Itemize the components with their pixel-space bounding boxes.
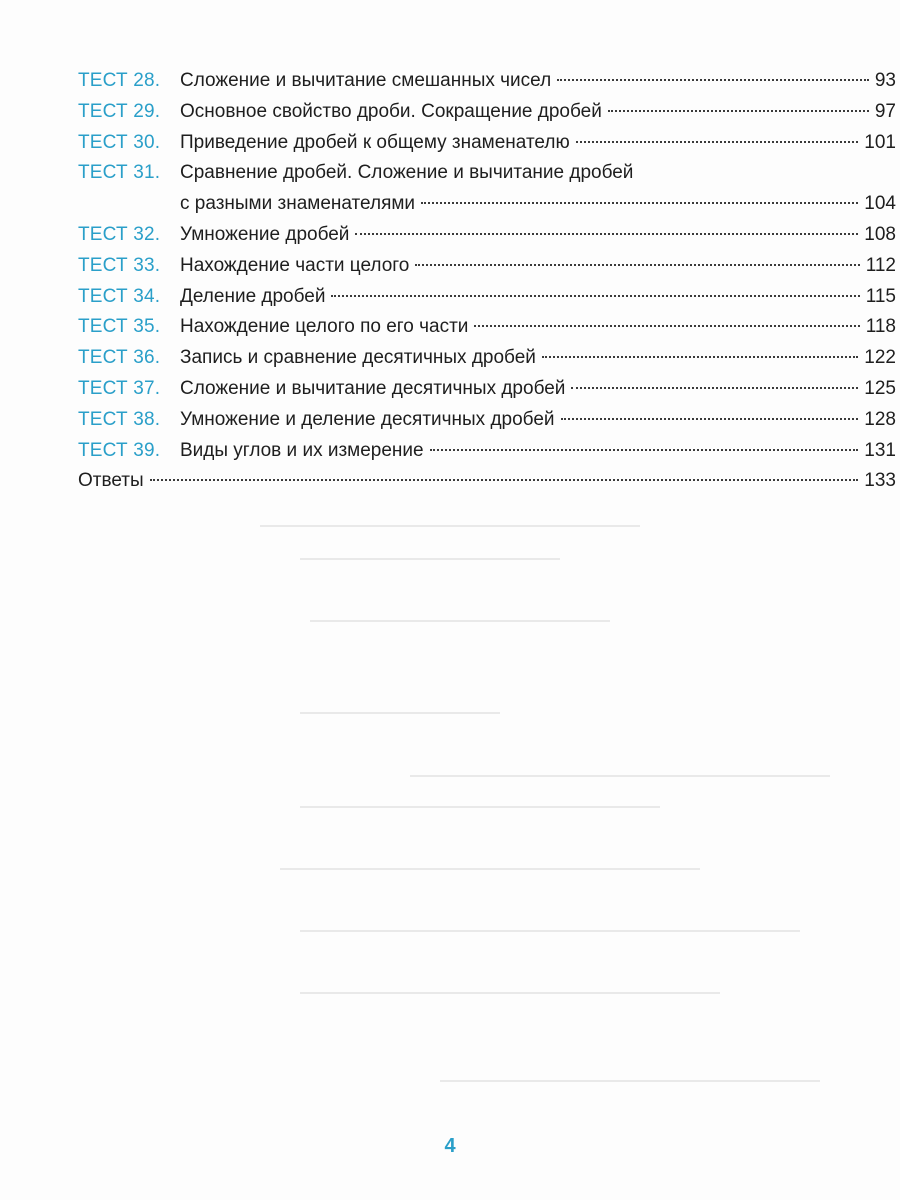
dot-leader	[557, 79, 869, 81]
dot-leader	[415, 264, 859, 266]
toc-entry-test-36[interactable]	[78, 343, 896, 374]
dot-leader	[421, 202, 858, 204]
test-label: ТЕСТ 39.	[78, 439, 161, 461]
test-label: ТЕСТ 30.	[78, 131, 161, 153]
entry-title: Приведение дробей к общему знаменателю	[180, 131, 570, 153]
entry-title: Нахождение части целого	[180, 254, 410, 276]
entry-page-number: 125	[864, 377, 896, 399]
test-label: ТЕСТ 38.	[78, 408, 161, 430]
entry-title: Сложение и вычитание смешанных чисел	[180, 70, 552, 91]
test-label: ТЕСТ 37.	[78, 377, 161, 399]
entry-page-number: 93	[874, 70, 896, 91]
toc-entry-test-30[interactable]	[78, 128, 896, 159]
dot-leader	[561, 418, 859, 420]
toc-entry-test-33[interactable]	[78, 251, 896, 282]
toc-entry-test-35[interactable]	[78, 312, 896, 343]
entry-title: Основное свойство дроби. Сокращение дробей	[180, 100, 602, 122]
dot-leader	[542, 356, 858, 358]
toc-entry-test-28[interactable]	[78, 66, 896, 97]
entry-page-number: 101	[864, 131, 896, 153]
toc-entry-test-34[interactable]	[78, 282, 896, 313]
dot-leader	[608, 110, 869, 112]
answers-title: Ответы	[78, 470, 144, 492]
test-label: ТЕСТ 34.	[78, 285, 161, 307]
entry-title: Сравнение дробей. Сложение и вычитание дробей	[180, 162, 634, 184]
toc-entry-test-31[interactable]	[78, 158, 896, 220]
test-label: ТЕСТ 32.	[78, 223, 161, 245]
toc-entry-answers[interactable]	[78, 466, 896, 497]
test-label: ТЕСТ 29.	[78, 100, 161, 122]
page-number: 4	[444, 1135, 456, 1157]
entry-title: Умножение и деление десятичных дробей	[180, 408, 555, 430]
entry-page-number: 115	[865, 285, 896, 307]
toc-entry-test-39[interactable]	[78, 436, 896, 467]
dot-leader	[474, 325, 859, 327]
toc-entry-test-32[interactable]	[78, 220, 896, 251]
entry-page-number: 108	[864, 223, 896, 245]
entry-title: Виды углов и их измерение	[180, 439, 424, 461]
entry-page-number: 128	[864, 408, 896, 430]
test-label: ТЕСТ 33.	[78, 254, 161, 276]
entry-page-number: 112	[865, 254, 896, 276]
entry-title: Умножение дробей	[180, 223, 350, 245]
test-label: ТЕСТ 35.	[78, 316, 161, 338]
test-label: ТЕСТ 28.	[78, 70, 161, 91]
toc-entry-test-37[interactable]	[78, 374, 896, 405]
entry-page-number: 133	[864, 470, 896, 492]
entry-page-number: 104	[864, 193, 896, 215]
toc-entry-test-38[interactable]	[78, 405, 896, 436]
entry-page-number: 131	[864, 439, 896, 461]
dot-leader	[571, 387, 858, 389]
dot-leader	[430, 449, 859, 451]
entry-page-number: 97	[874, 100, 896, 122]
dot-leader	[355, 233, 858, 235]
entry-title: Нахождение целого по его части	[180, 316, 469, 338]
test-label: ТЕСТ 31.	[78, 162, 161, 184]
dot-leader	[331, 295, 859, 297]
entry-title: Деление дробей	[180, 285, 326, 307]
entry-title: Сложение и вычитание десятичных дробей	[180, 377, 566, 399]
entry-page-number: 122	[864, 347, 896, 369]
test-label: ТЕСТ 36.	[78, 347, 161, 369]
table-of-contents	[78, 66, 896, 497]
entry-page-number: 118	[865, 316, 896, 338]
toc-entry-test-29[interactable]	[78, 97, 896, 128]
dot-leader	[150, 479, 859, 481]
entry-title: Запись и сравнение десятичных дробей	[180, 347, 536, 369]
dot-leader	[576, 141, 859, 143]
entry-title-continuation: с разными знаменателями	[180, 193, 416, 215]
